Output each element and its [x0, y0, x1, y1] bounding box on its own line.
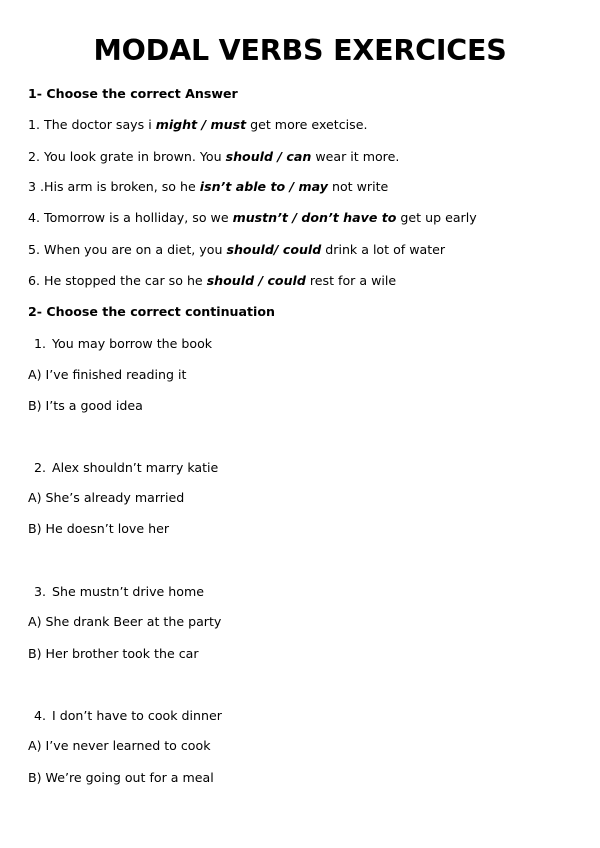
question-4-option-b: B) We’re going out for a meal: [28, 770, 214, 785]
sentence-start: 1. The doctor says i: [28, 117, 156, 132]
page-title: MODAL VERBS EXERCICES: [93, 34, 507, 67]
question-1-option-b: B) I’ts a good idea: [28, 398, 143, 413]
question-3: [34, 583, 204, 601]
question-text: I don’t have to cook dinner: [52, 708, 222, 723]
sentence-start: 4. Tomorrow is a holliday, so we: [28, 210, 233, 225]
sentence-end: not write: [327, 179, 389, 194]
question-number: 1.: [34, 336, 47, 351]
question-4: [34, 707, 222, 725]
question-1: [34, 335, 212, 353]
exercise-1-item-4: [28, 209, 477, 227]
exercise-1-item-2: [28, 148, 399, 166]
question-1-option-a: A) I’ve finished reading it: [28, 367, 187, 382]
exercise-1-item-1: [28, 116, 367, 134]
modal-options: mustn’t / don’t have to: [232, 210, 397, 225]
exercise-1-item-6: [28, 272, 396, 290]
modal-options: should / can: [225, 149, 312, 164]
exercise-1-item-5: [28, 241, 445, 259]
sentence-start: 3 .His arm is broken, so he: [28, 179, 200, 194]
sentence-end: get more exetcise.: [246, 117, 368, 132]
sentence-end: wear it more.: [311, 149, 400, 164]
section-1-heading: 1- Choose the correct Answer: [28, 86, 238, 101]
sentence-start: 2. You look grate in brown. You: [28, 149, 226, 164]
sentence-end: rest for a wile: [305, 273, 397, 288]
modal-options: isn’t able to / may: [199, 179, 328, 194]
modal-options: should/ could: [226, 242, 322, 257]
question-text: She mustn’t drive home: [52, 584, 204, 599]
section-2-heading: 2- Choose the correct continuation: [28, 304, 275, 319]
question-3-option-b: B) Her brother took the car: [28, 646, 199, 661]
modal-options: might / must: [155, 117, 247, 132]
question-2-option-a: A) She’s already married: [28, 490, 185, 505]
question-number: 3.: [34, 584, 47, 599]
sentence-start: 5. When you are on a diet, you: [28, 242, 227, 257]
sentence-end: drink a lot of water: [321, 242, 446, 257]
sentence-end: get up early: [396, 210, 477, 225]
modal-options: should / could: [206, 273, 306, 288]
question-4-option-a: A) I’ve never learned to cook: [28, 738, 211, 753]
question-2: [34, 459, 218, 477]
question-number: 2.: [34, 460, 47, 475]
sentence-start: 6. He stopped the car so he: [28, 273, 207, 288]
exercise-1-item-3: [28, 178, 388, 196]
question-2-option-b: B) He doesn’t love her: [28, 521, 170, 536]
question-3-option-a: A) She drank Beer at the party: [28, 614, 222, 629]
question-text: You may borrow the book: [52, 336, 213, 351]
question-text: Alex shouldn’t marry katie: [52, 460, 219, 475]
question-number: 4.: [34, 708, 47, 723]
